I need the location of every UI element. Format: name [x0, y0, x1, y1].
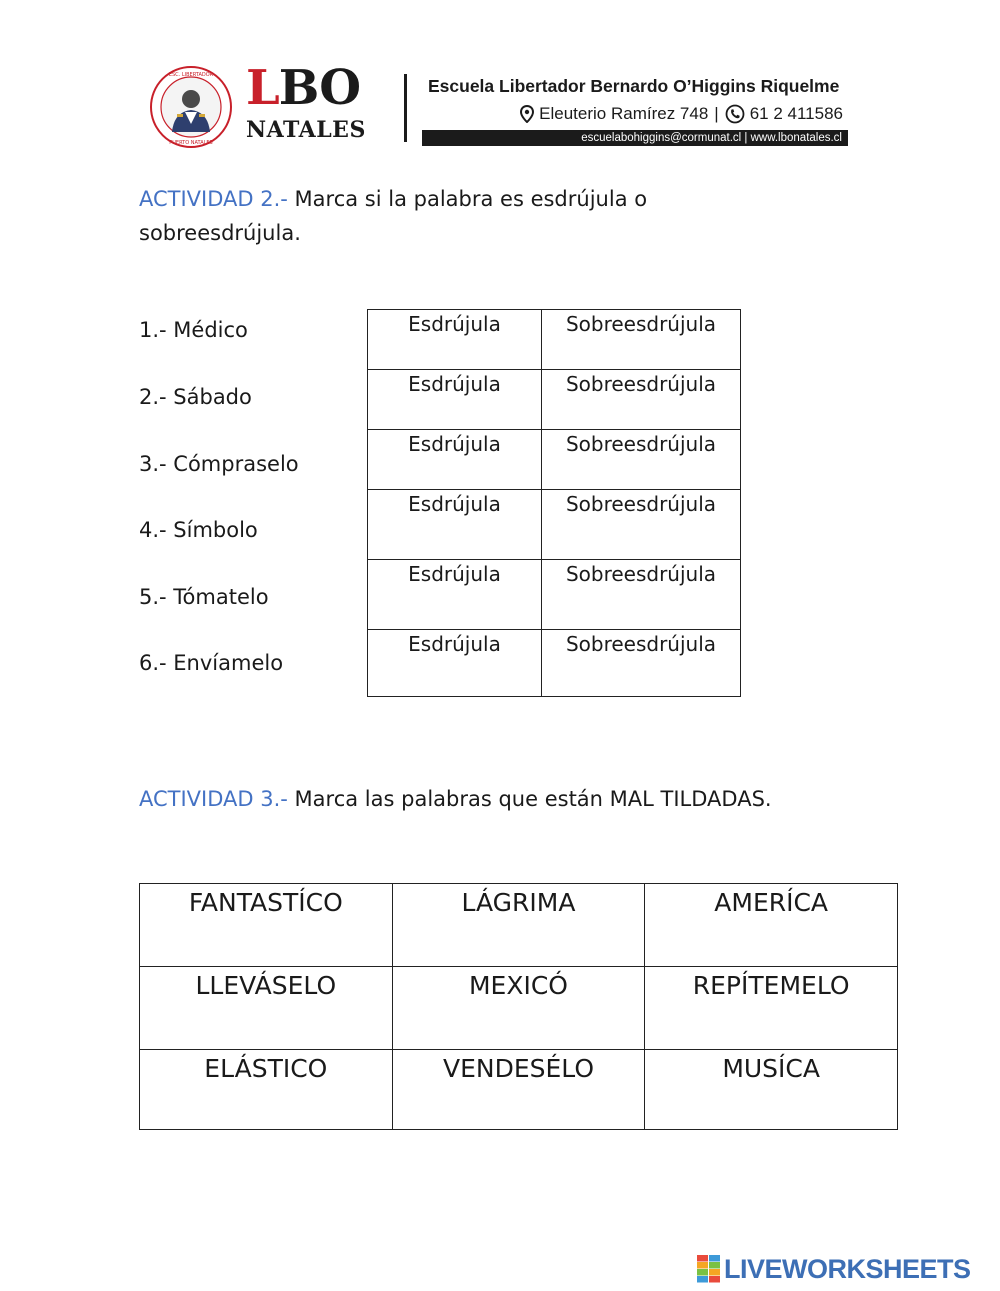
option-esdrujula-2[interactable]: Esdrújula: [368, 370, 542, 430]
option-sobreesdrujula-5[interactable]: Sobreesdrújula: [542, 560, 741, 630]
location-pin-icon: [520, 105, 534, 123]
options-row-4: [368, 490, 741, 560]
header-divider: [404, 74, 407, 142]
contact-bar: escuelabohiggins@cormunat.cl | www.lbonatales.cl: [422, 130, 848, 146]
option-sobreesdrujula-4[interactable]: Sobreesdrújula: [542, 490, 741, 560]
word-cell[interactable]: ELÁSTICO: [140, 1050, 393, 1130]
option-esdrujula-5[interactable]: Esdrújula: [368, 560, 542, 630]
word-grid: [139, 883, 898, 1130]
school-seal-logo: [150, 66, 232, 148]
activity3-label: ACTIVIDAD 3.-: [139, 787, 288, 811]
option-sobreesdrujula-1[interactable]: Sobreesdrújula: [542, 310, 741, 370]
address-line: [520, 104, 843, 124]
liveworksheets-logo-icon: [697, 1255, 721, 1283]
word-item-3: 3.- Cómpraselo: [139, 452, 299, 476]
word-cell[interactable]: LÁGRIMA: [392, 884, 645, 967]
word-item-1: 1.- Médico: [139, 318, 248, 342]
word-grid-row-2: [140, 967, 898, 1050]
activity2-text: Marca si la palabra es esdrújula o sobreesdrújula.: [139, 187, 648, 245]
options-row-3: [368, 430, 741, 490]
school-name: Escuela Libertador Bernardo O’Higgins Riquelme: [428, 76, 840, 96]
activity3-text: Marca las palabras que están MAL TILDADAS.: [287, 787, 772, 811]
svg-text:ESC. LIBERTADOR: ESC. LIBERTADOR: [168, 72, 214, 78]
word-item-4: 4.- Símbolo: [139, 518, 258, 542]
option-sobreesdrujula-2[interactable]: Sobreesdrújula: [542, 370, 741, 430]
option-esdrujula-4[interactable]: Esdrújula: [368, 490, 542, 560]
word-cell[interactable]: VENDESÉLO: [392, 1050, 645, 1130]
liveworksheets-text: LIVEWORKSHEETS: [724, 1254, 971, 1284]
options-row-1: [368, 310, 741, 370]
option-sobreesdrujula-6[interactable]: Sobreesdrújula: [542, 630, 741, 697]
options-row-6: [368, 630, 741, 697]
address-text: Eleuterio Ramírez 748: [539, 104, 709, 123]
option-esdrujula-3[interactable]: Esdrújula: [368, 430, 542, 490]
logo-letters-bo: BO: [278, 60, 361, 116]
word-item-6: 6.- Envíamelo: [139, 651, 284, 675]
logo-letter-l: L: [246, 60, 279, 116]
logo-natales: NATALES: [246, 117, 366, 143]
word-cell[interactable]: AMERÍCA: [645, 884, 898, 967]
svg-text:PUERTO NATALES: PUERTO NATALES: [169, 140, 213, 146]
options-table: [367, 309, 741, 697]
phone-icon: [725, 104, 745, 124]
word-cell[interactable]: MUSÍCA: [645, 1050, 898, 1130]
option-esdrujula-6[interactable]: Esdrújula: [368, 630, 542, 697]
phone-text: 61 2 411586: [749, 104, 843, 123]
options-row-2: [368, 370, 741, 430]
liveworksheets-brand: [697, 1254, 971, 1284]
word-cell[interactable]: LLEVÁSELO: [140, 967, 393, 1050]
activity2-instruction: [139, 182, 759, 250]
word-cell[interactable]: MEXICÓ: [392, 967, 645, 1050]
activity2-label: ACTIVIDAD 2.-: [139, 187, 288, 211]
logo-lbo: [246, 60, 361, 116]
separator: |: [714, 104, 719, 123]
word-cell[interactable]: REPÍTEMELO: [645, 967, 898, 1050]
option-sobreesdrujula-3[interactable]: Sobreesdrújula: [542, 430, 741, 490]
word-item-5: 5.- Tómatelo: [139, 585, 269, 609]
option-esdrujula-1[interactable]: Esdrújula: [368, 310, 542, 370]
word-cell[interactable]: FANTASTÍCO: [140, 884, 393, 967]
word-grid-row-3: [140, 1050, 898, 1130]
word-grid-row-1: [140, 884, 898, 967]
options-row-5: [368, 560, 741, 630]
word-item-2: 2.- Sábado: [139, 385, 252, 409]
activity3-instruction: [139, 782, 779, 816]
